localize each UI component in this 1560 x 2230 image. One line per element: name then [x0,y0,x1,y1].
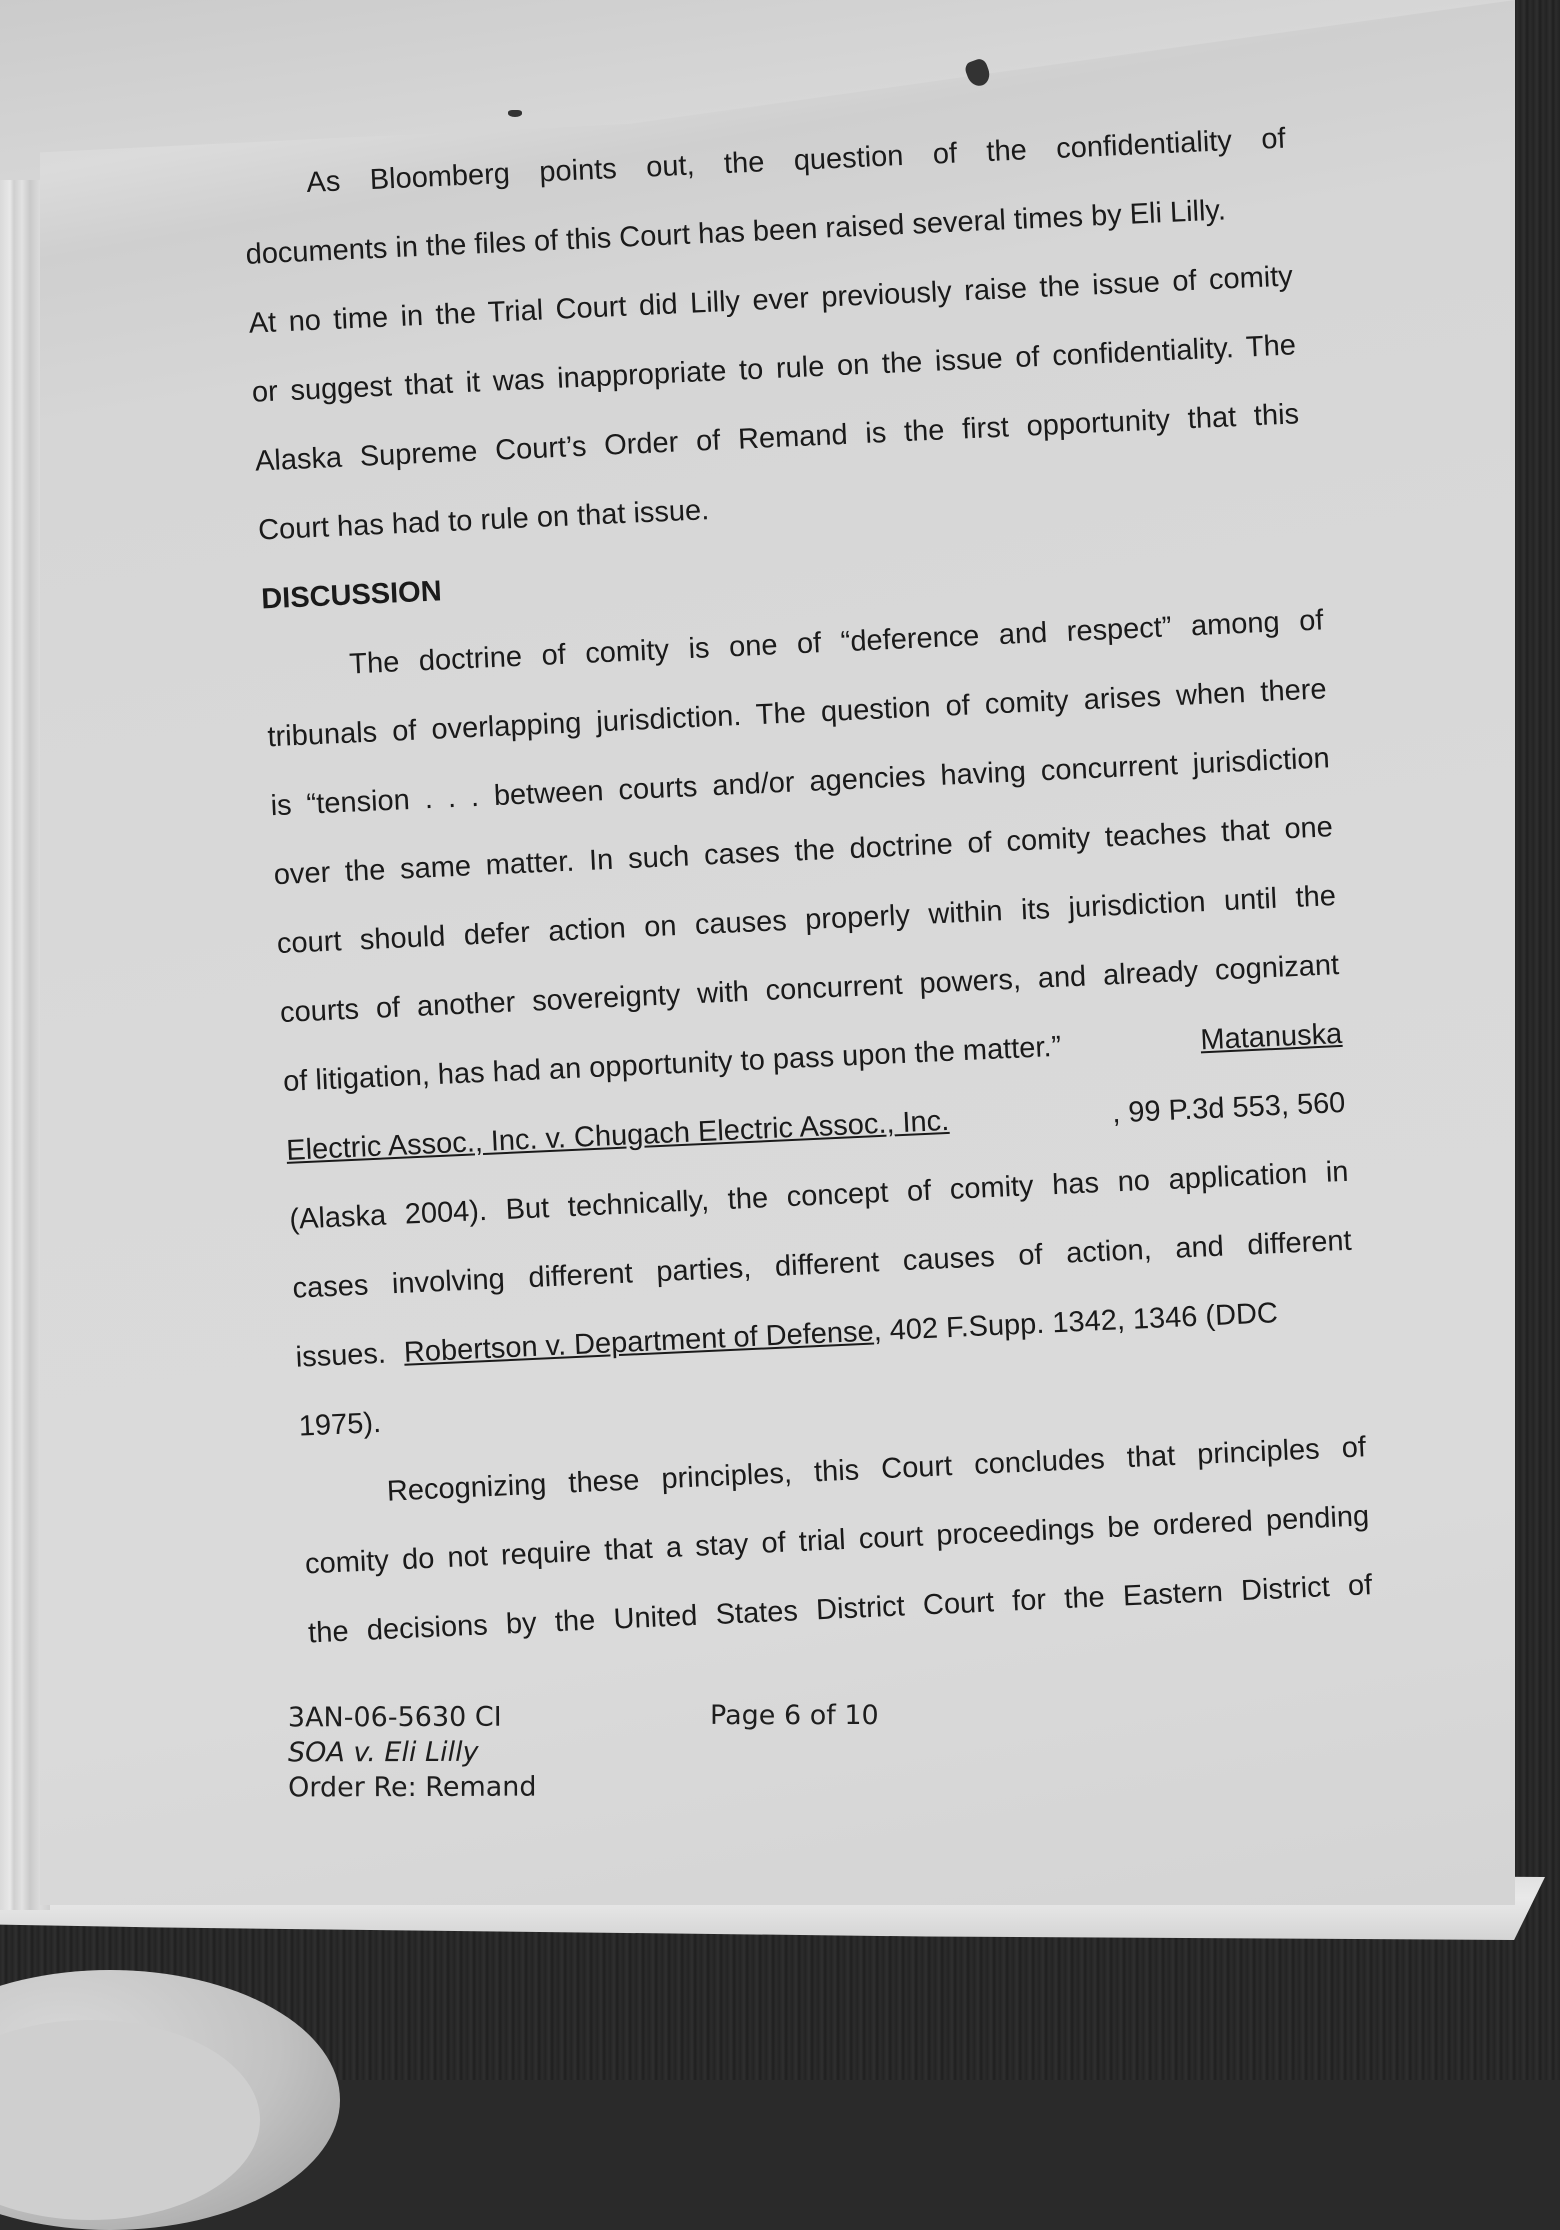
case-citation: Matanuska [1199,1017,1343,1057]
text-line: At no time in the Trial Court did Lilly ever previously raise the issue of comity [248,260,1294,340]
text-line: court should defer action on causes properly within its jurisdiction until the [276,880,1337,961]
text-line: 1975). [298,1406,382,1443]
text-segment: issues. [295,1337,387,1374]
text-line: As Bloomberg points out, the question of the confidentiality of [305,122,1287,200]
case-number: 3AN-06-5630 CI [287,1701,502,1734]
text-segment: of litigation, has had an opportunity to pass upon the matter.” [282,1030,1062,1099]
text-line: the decisions by the United States District Court for the Eastern District of [307,1569,1373,1650]
text-line: Court has had to rule on that issue. [257,494,710,547]
case-name: SOA v. Eli Lilly [287,1736,479,1769]
document-footer [288,1700,537,1806]
text-line: courts of another sovereignty with concurrent powers, and already cognizant [279,949,1340,1030]
section-heading: DISCUSSION [260,575,443,616]
text-line: Recognizing these principles, this Court concludes that principles of [386,1431,1367,1508]
text-line: documents in the files of this Court has been raised several times by Eli Lilly. [244,194,1227,271]
text-line: tribunals of overlapping jurisdiction. The question of comity arises when there [266,673,1328,754]
text-line: over the same matter. In such cases the doctrine of comity teaches that one [273,811,1334,892]
text-line: The doctrine of comity is one of “deference and respect” among of [348,604,1325,681]
text-line: or suggest that it was inappropriate to rule on the issue of confidentiality. The [251,329,1297,409]
order-title: Order Re: Remand [288,1771,537,1804]
case-citation: Robertson v. Department of Defense [403,1315,875,1369]
text-line: Alaska Supreme Court’s Order of Remand is the first opportunity that this [254,398,1300,478]
page-number: Page 6 of 10 [710,1700,879,1731]
text-line: cases involving different parties, different causes of action, and different [291,1224,1353,1305]
text-line: (Alaska 2004). But technically, the concept of comity has no application in [288,1155,1350,1236]
case-citation: Electric Assoc., Inc. v. Chugach Electric Assoc., Inc. [285,1104,950,1167]
text-line: is “tension . . . between courts and/or agencies having concurrent jurisdiction [269,742,1331,823]
staple-hole [508,110,522,117]
text-segment: , 99 P.3d 553, 560 [1111,1086,1346,1130]
text-line: comity do not require that a stay of trial court proceedings be ordered pending [304,1500,1370,1581]
text-segment: , 402 F.Supp. 1342, 1346 (DDC [872,1297,1279,1348]
